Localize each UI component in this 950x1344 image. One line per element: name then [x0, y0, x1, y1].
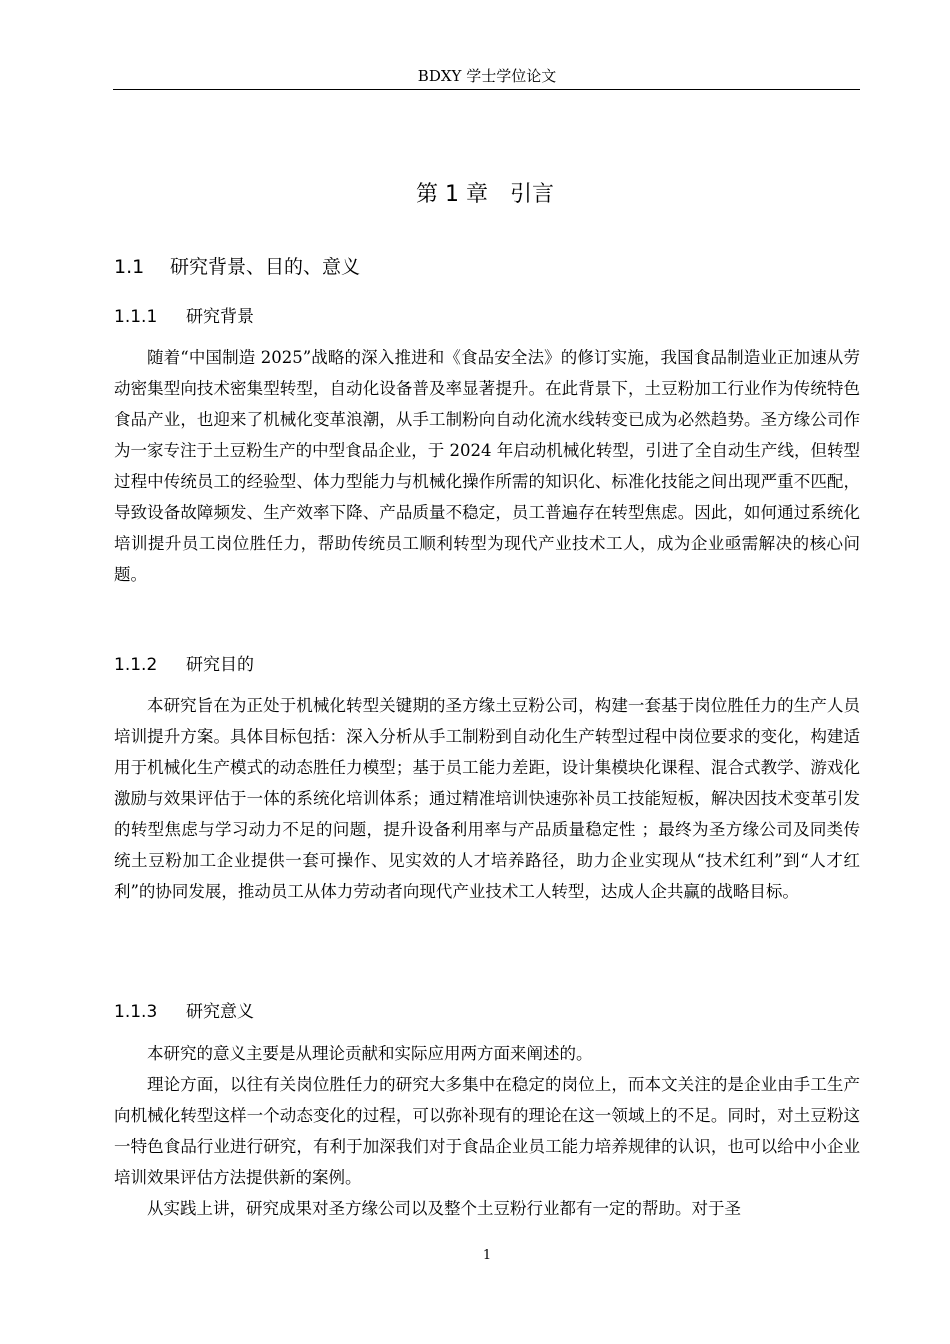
chapter-heading	[0, 180, 950, 210]
subsection-number: 1.1.1	[114, 307, 158, 327]
chapter-title: 引言	[509, 182, 554, 207]
section-title: 研究背景、目的、意义	[170, 256, 361, 278]
subsection-number: 1.1.3	[114, 1002, 158, 1022]
paragraph-significance-practice: 从实践上讲，研究成果对圣方缘公司以及整个土豆粉行业都有一定的帮助。对于圣	[147, 1199, 741, 1218]
page-header: BDXY 学士学位论文	[417, 67, 557, 85]
chapter-number: 第 1 章	[416, 182, 488, 207]
subsection-heading-1-1-1	[114, 305, 254, 329]
paragraph-purpose: 本研究旨在为正处于机械化转型关键期的圣方缘土豆粉公司，构建一套基于岗位胜任力的生产人员培训提升方案。具体目标包括：深入分析从手工制粉到自动化生产转型过程中岗位要求的变化，构建适用于机械化生产模式的动态胜任力模型；基于员工能力差距，设计集模块化课程、混合式教学、游戏化激励与效果评估于一体的系统化培训体系；通过精准培训快速弥补员工技能短板，解决因技术变革引发的转型焦虑与学习动力不足的问题，提升设备利用率与产品质量稳定性 ；最终为圣方缘公司及同类传统土豆粉加工企业提供一套可操作、见实效的人才培养路径，助力企业实现从“技术红利”到“人才红利”的协同发展，推动员工从体力劳动者向现代产业技术工人转型，达成人企共赢的战略目标。	[114, 696, 860, 901]
subsection-title: 研究意义	[186, 1002, 254, 1022]
subsection-heading-1-1-3	[114, 1000, 254, 1024]
paragraph-significance-theory: 理论方面，以往有关岗位胜任力的研究大多集中在稳定的岗位上，而本文关注的是企业由手工生产向机械化转型这样一个动态变化的过程，可以弥补现有的理论在这一领域上的不足。同时，对土豆粉这一特色食品行业进行研究，有利于加深我们对于食品企业员工能力培养规律的认识，也可以给中小企业培训效果评估方法提供新的案例。	[114, 1075, 860, 1187]
paragraph-background: 随着“中国制造 2025”战略的深入推进和《食品安全法》的修订实施，我国食品制造业正加速从劳动密集型向技术密集型转型，自动化设备普及率显著提升。在此背景下，土豆粉加工行业作为传统特色食品产业，也迎来了机械化变革浪潮，从手工制粉向自动化流水线转变已成为必然趋势。圣方缘公司作为一家专注于土豆粉生产的中型食品企业，于 2024 年启动机械化转型，引进了全自动生产线，但转型过程中传统员工的经验型、体力型能力与机械化操作所需的知识化、标准化技能之间出现严重不匹配，导致设备故障频发、生产效率下降、产品质量不稳定，员工普遍存在转型焦虑。因此，如何通过系统化培训提升员工岗位胜任力，帮助传统员工顺利转型为现代产业技术工人，成为企业亟需解决的核心问题。	[114, 348, 860, 584]
subsection-number: 1.1.2	[114, 655, 158, 675]
section-number: 1.1	[114, 256, 145, 278]
page-number: 1	[482, 1248, 492, 1263]
subsection-heading-1-1-2	[114, 653, 254, 677]
section-heading-1-1	[114, 254, 360, 280]
subsection-title: 研究目的	[186, 655, 254, 675]
subsection-title: 研究背景	[186, 307, 254, 327]
header-rule	[113, 89, 860, 90]
paragraph-significance-intro: 本研究的意义主要是从理论贡献和实际应用两方面来阐述的。	[147, 1044, 593, 1063]
